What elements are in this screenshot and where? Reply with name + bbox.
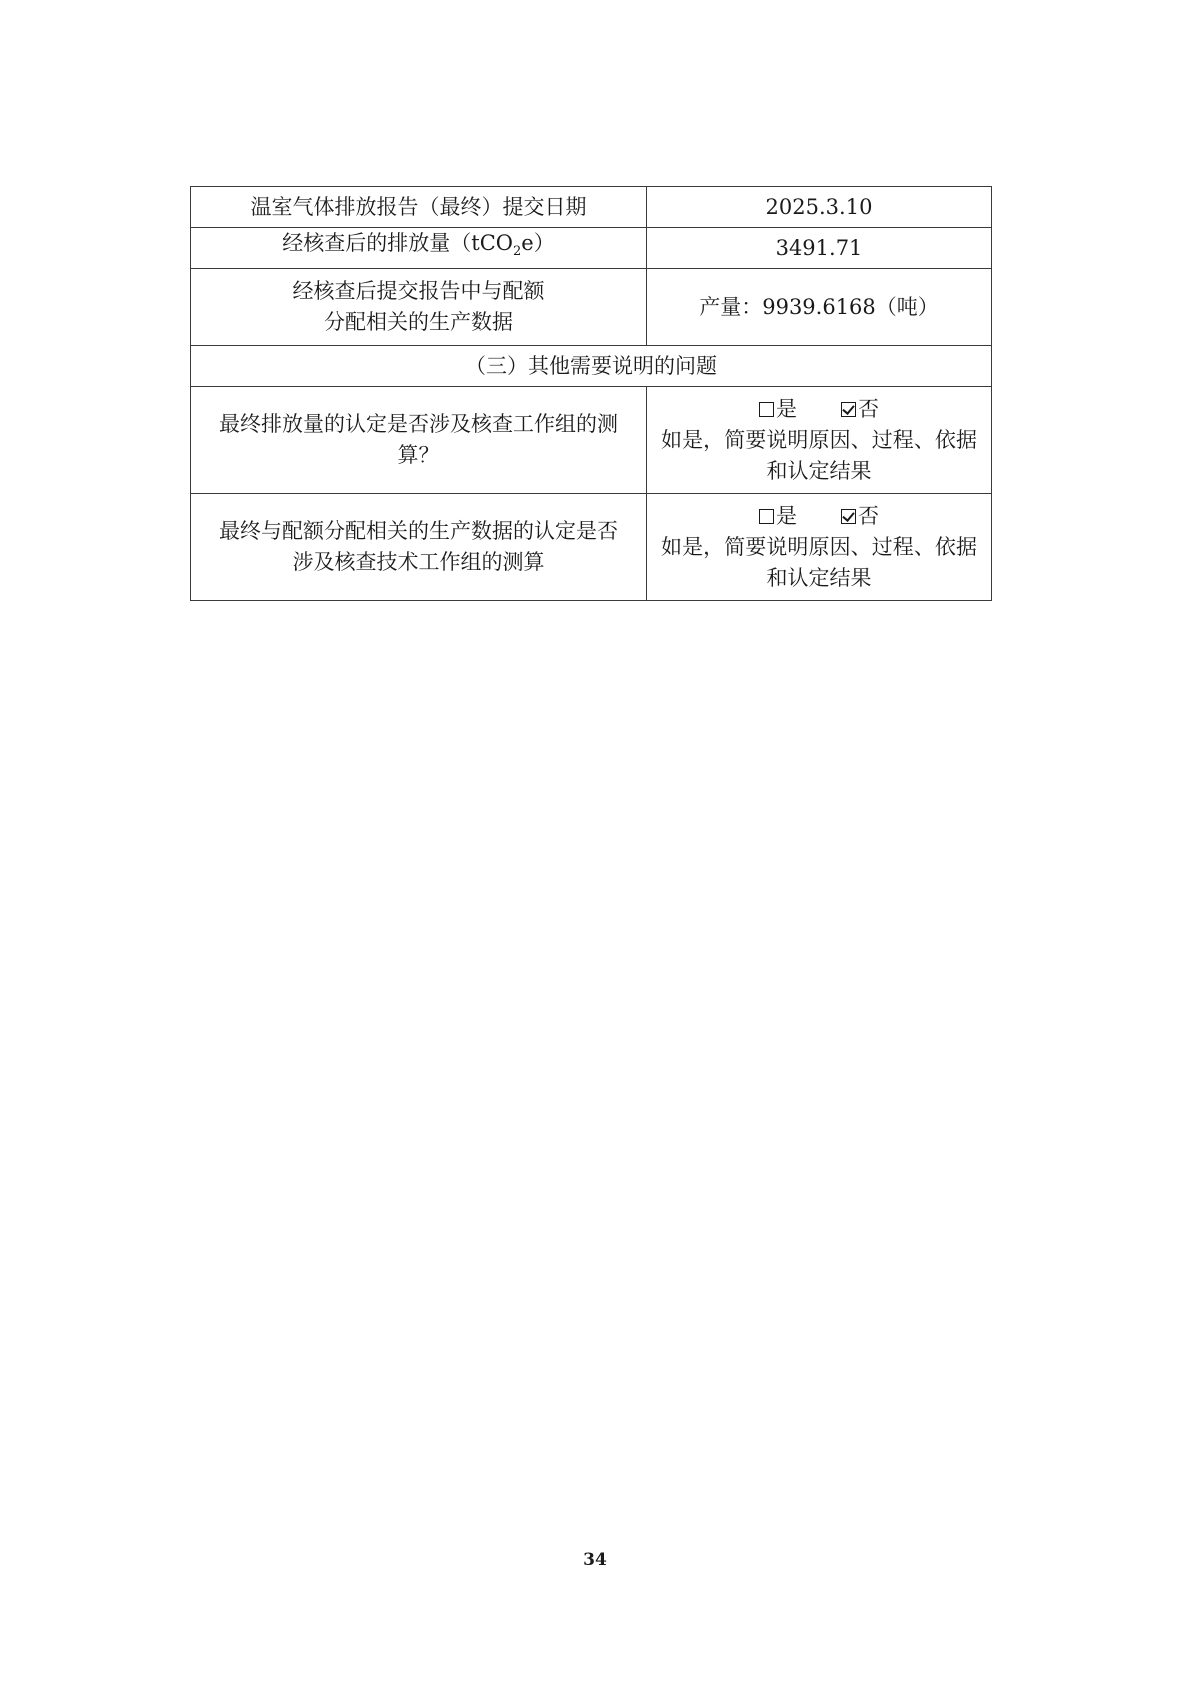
verified-emissions-label-suffix: e）: [521, 231, 555, 256]
production-data-label: [191, 269, 647, 346]
choice-group: [661, 501, 977, 532]
report-date-label: 温室气体排放报告（最终）提交日期: [191, 187, 647, 228]
yes-checkbox-icon[interactable]: [759, 402, 774, 417]
table-row: [191, 187, 992, 228]
no-option[interactable]: [841, 501, 879, 532]
no-checkbox-checked-icon[interactable]: [841, 402, 856, 417]
answer-production-calculation: [647, 494, 992, 601]
yes-option-label: 是: [776, 503, 797, 528]
no-option[interactable]: [841, 394, 879, 425]
choice-group: [661, 394, 977, 425]
yes-option[interactable]: [759, 394, 797, 425]
table-row: [191, 228, 992, 269]
table-row: [191, 494, 992, 601]
question-emissions-calculation: 最终排放量的认定是否涉及核查工作组的测算？: [191, 387, 647, 494]
verified-emissions-value: 3491.71: [647, 228, 992, 269]
verified-emissions-label-prefix: 经核查后的排放量（tCO: [282, 231, 513, 256]
yes-option-label: 是: [776, 396, 797, 421]
yes-option[interactable]: [759, 501, 797, 532]
no-option-label: 否: [858, 396, 879, 421]
production-data-label-line2: 分配相关的生产数据: [324, 310, 513, 334]
verification-summary-table: [190, 186, 992, 601]
answer-emissions-calculation: [647, 387, 992, 494]
section-title: （三）其他需要说明的问题: [191, 346, 992, 387]
report-date-value: 2025.3.10: [647, 187, 992, 228]
yes-checkbox-icon[interactable]: [759, 509, 774, 524]
co2-subscript: 2: [513, 244, 522, 260]
production-data-value: 产量：9939.6168（吨）: [647, 269, 992, 346]
explain-note: 如是，简要说明原因、过程、依据和认定结果: [661, 427, 977, 483]
explain-note: 如是，简要说明原因、过程、依据和认定结果: [661, 534, 977, 590]
production-data-label-line1: 经核查后提交报告中与配额: [292, 279, 545, 303]
section-row: [191, 346, 992, 387]
no-checkbox-checked-icon[interactable]: [841, 509, 856, 524]
table-row: [191, 269, 992, 346]
question-production-calculation: 最终与配额分配相关的生产数据的认定是否涉及核查技术工作组的测算: [191, 494, 647, 601]
table-row: [191, 387, 992, 494]
page-number: 34: [583, 1550, 607, 1570]
no-option-label: 否: [858, 503, 879, 528]
verified-emissions-label: [191, 228, 647, 269]
